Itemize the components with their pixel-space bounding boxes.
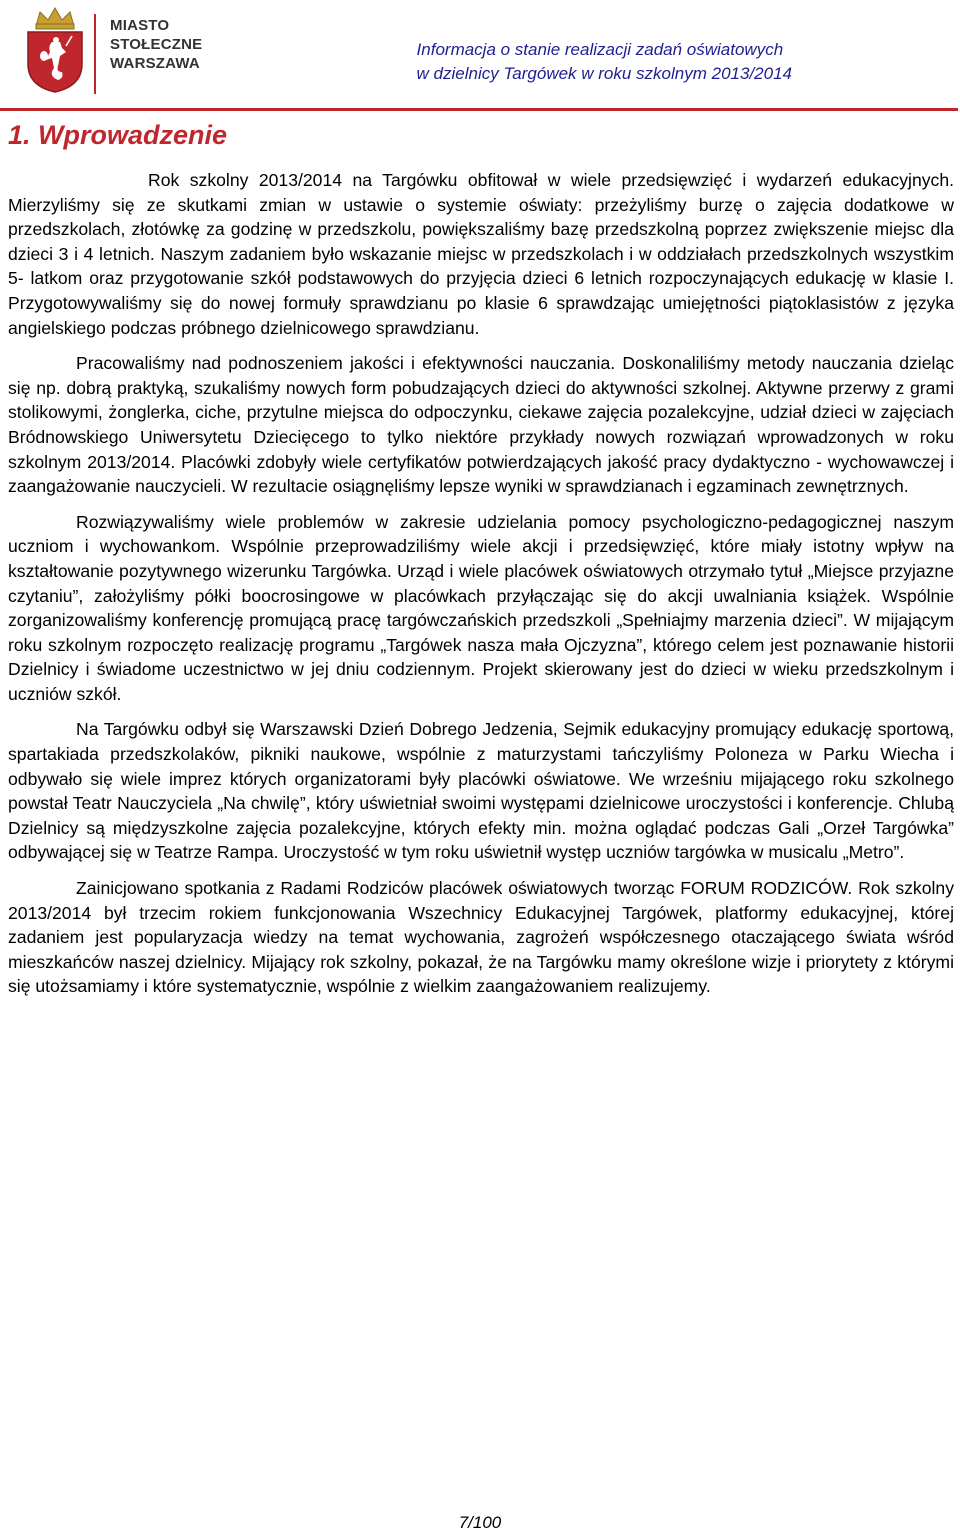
logo-line: MIASTO bbox=[110, 17, 170, 34]
document-title bbox=[417, 38, 792, 86]
page-header bbox=[0, 0, 960, 112]
city-logo-text bbox=[110, 16, 202, 73]
document-title-line2: w dzielnicy Targówek w roku szkolnym 2013/2014 bbox=[416, 64, 792, 83]
page-number: 7/100 bbox=[458, 1513, 502, 1532]
paragraph: Rozwiązywaliśmy wiele problemów w zakresie udzielania pomocy psychologiczno-pedagogicznej naszym uczniom i wychowankom. Wspólnie przeprowadziliśmy wiele akcji i przedsięwzięć, które miały istotny wpływ na kształtowanie pozytywnego wizerunku Targówka. Urząd i wiele placówek oświatowych otrzymało tytuł „Miejsce przyjazne czytaniu”, założyliśmy półki boocrosingowe w placówkach przyłączając się do akcji uwalniania książek. Wspólnie zorganizowaliśmy konferencję promującą pracę targówczańskich przedszkoli „Spełniajmy marzenia dzieci”. W mijającym roku szkolnym rozpoczęto realizację programu „Targówek nasza mała Ojczyzna”, którego celem jest poznawanie historii Dzielnicy i świadome uczestnictwo w jej dniu codziennym. Projekt skierowany jest do dzieci w wieku przedszkolnym i uczniów szkół. bbox=[8, 511, 954, 704]
paragraph: Pracowaliśmy nad podnoszeniem jakości i efektywności nauczania. Doskonaliliśmy metody nauczania dzieląc się np. dobrą praktyką, szukaliśmy nowych form pobudzających dzieci do aktywności szkolnej. Aktywne przerwy z grami stolikowymi, żonglerka, ciche, przytulne miejsca do odpoczynku, ciekawe zajęcia pozalekcyjne, udział dzieci w zajęciach Bródnowskiego Uniwersytetu Dziecięcego to tylko niektóre przykłady nowych rozwiązań wprowadzonych w roku szkolnym 2013/2014. Placówki zdobyły wiele certyfikatów potwierdzających jakość pracy dydaktyczno - wychowawczej i zaangażowanie nauczycieli. W rezultacie osiągnęliśmy lepsze wyniki w sprawdzianach i egzaminach zewnętrznych. bbox=[8, 353, 954, 497]
paragraph: Rok szkolny 2013/2014 na Targówku obfitował w wiele przedsięwzięć i wydarzeń edukacyjnych. Mierzyliśmy się ze skutkami zmian w ustawie o systemie oświaty: przeżyliśmy burzę o zajęcia dodatkowe w przedszkolach, złotówkę za godzinę w przedszkolu, powiększaliśmy bazę przedszkolną poprzez zwiększenie miejsc dla dzieci 3 i 4 letnich. Naszym zadaniem było wskazanie miejsc w przedszkolach i w oddziałach przedszkolnych wszystkim 5- latkom oraz przygotowanie szkół podstawowych do przyjęcia dzieci 6 letnich rozpoczynających edukację w klasie I. Przygotowywaliśmy się do nowej formuły sprawdzianu po klasie 6 sprawdzając umiejętności piątoklasistów z języka angielskiego podczas próbnego dzielnicowego sprawdzianu. bbox=[8, 170, 954, 338]
paragraph: Na Targówku odbył się Warszawski Dzień Dobrego Jedzenia, Sejmik edukacyjny promujący edukację sportową, spartakiada przedszkolaków, pikniki naukowe, wspólnie z maturzystami tańczyliśmy Poloneza w Parku Wiecha i odbywało się wiele imprez których organizatorami były placówki oświatowe. We wrześniu mijającego roku szkolnego powstał Teatr Nauczyciela „Na chwilę”, który uświetniał swoimi występami dzielnicowe uroczystości i konferencje. Chlubą Dzielnicy są międzyszkolne zajęcia pozalekcyjne, których efekty min. można oglądać podczas Gali „Orzeł Targówka” odbywającej się w Teatrze Rampa. Uroczystość w tym roku uświetnił występ uczniów targówka w musicalu „Metro”. bbox=[8, 719, 954, 863]
body-text bbox=[8, 168, 954, 1010]
document-title-line1: Informacja o stanie realizacji zadań oświatowych bbox=[416, 40, 784, 59]
warsaw-crest-icon bbox=[22, 6, 88, 94]
paragraph: Zainicjowano spotkania z Radami Rodziców placówek oświatowych tworząc FORUM RODZICÓW. Rok szkolny 2013/2014 był trzecim rokiem funkcjonowania Wszechnicy Edukacyjnej Targówek, platformy edukacyjnej, której zadaniem jest popularyzacja wiedzy na temat wychowania, zagrożeń współczesnego otaczającego świata wśród mieszkańców naszej dzielnicy. Mijający rok szkolny, pokazał, że na Targówku mamy określone wizje i priorytety z którymi się utożsamiamy i które systematycznie, wspólnie z wielkim zaangażowaniem realizujemy. bbox=[8, 878, 954, 997]
header-rule bbox=[0, 108, 958, 111]
logo-divider bbox=[94, 14, 96, 94]
logo-line: STOŁECZNE bbox=[110, 36, 203, 53]
section-heading: 1. Wprowadzenie bbox=[8, 120, 228, 150]
logo-line: WARSZAWA bbox=[110, 55, 200, 72]
